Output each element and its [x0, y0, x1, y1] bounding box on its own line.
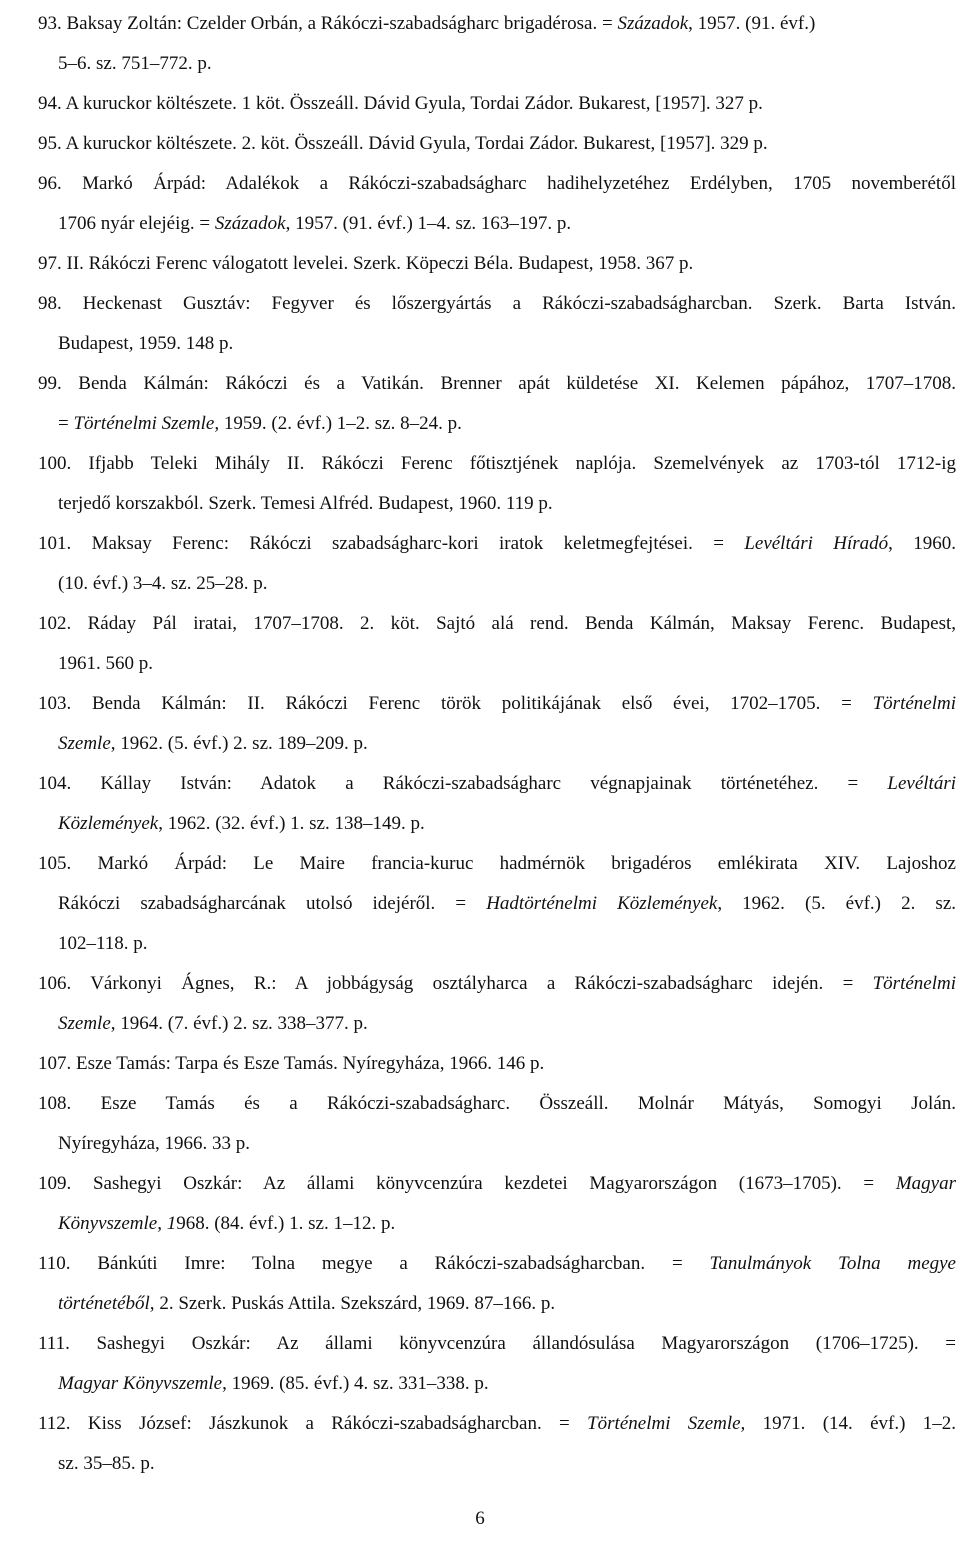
entry-text: sz. 35–85. p.: [58, 1453, 155, 1474]
entry-text: 97. II. Rákóczi Ferenc válogatott levelei. Szerk. Köpeczi Béla. Budapest, 1958. 367 p.: [38, 253, 694, 274]
entry-text: 1971. (14. évf.) 1–2.: [745, 1413, 956, 1434]
bibliography-entry: [38, 1404, 956, 1484]
entry-first-line: [38, 1324, 956, 1364]
entry-continuation-line: [38, 484, 956, 524]
entry-text: , 1964. (7. évf.) 2. sz. 338–377. p.: [110, 1013, 368, 1034]
entry-first-line: [38, 1084, 956, 1124]
entry-text: 106. Várkonyi Ágnes, R.: A jobbágyság osztályharca a Rákóczi-szabadságharc idején. =: [38, 973, 873, 994]
entry-continuation-line: [38, 804, 956, 844]
entry-text: 108. Esze Tamás és a Rákóczi-szabadságharc. Összeáll. Molnár Mátyás, Somogyi Jolán.: [38, 1093, 956, 1114]
entry-continuation-line: [38, 1364, 956, 1404]
entry-text: 104. Kállay István: Adatok a Rákóczi-szabadságharc végnapjainak történetéhez. =: [38, 773, 888, 794]
bibliography-entry: [38, 524, 956, 604]
entry-continuation-line: [38, 204, 956, 244]
italic-text: Közlemények: [58, 813, 159, 834]
bibliography-entry: [38, 244, 956, 284]
entry-text: 112. Kiss József: Jászkunok a Rákóczi-szabadságharcban. =: [38, 1413, 588, 1434]
bibliography-entry: [38, 444, 956, 524]
entry-text: , 1957. (91. évf.): [688, 13, 816, 34]
bibliography-entry: [38, 364, 956, 444]
italic-text: Szemle: [58, 733, 111, 754]
bibliography-entry: [38, 1324, 956, 1404]
entry-text: Budapest, 1959. 148 p.: [58, 333, 234, 354]
bibliography-entry: [38, 1044, 956, 1084]
bibliography-entry: [38, 124, 956, 164]
entry-text: 95. A kuruckor költészete. 2. köt. Összeáll. Dávid Gyula, Tordai Zádor. Bukarest, [1957]. 329 p.: [38, 133, 768, 154]
italic-text: Történelmi Szemle,: [73, 413, 220, 434]
entry-text: 107. Esze Tamás: Tarpa és Esze Tamás. Nyíregyháza, 1966. 146 p.: [38, 1053, 545, 1074]
entry-text: 93. Baksay Zoltán: Czelder Orbán, a Rákóczi-szabadságharc brigadérosa. =: [38, 13, 618, 34]
entry-first-line: [38, 84, 956, 124]
italic-text: Történelmi: [872, 973, 956, 994]
bibliography-entry: [38, 684, 956, 764]
entry-text: 1706 nyár elejéig. =: [58, 213, 215, 234]
entry-text: 96. Markó Árpád: Adalékok a Rákóczi-szabadságharc hadihelyzetéhez Erdélyben, 1705 novemberétől: [38, 173, 956, 194]
bibliography-entry: [38, 1084, 956, 1164]
entry-text: , 1962. (5. évf.) 2. sz.: [717, 893, 956, 914]
entry-text: 1961. 560 p.: [58, 653, 153, 674]
italic-text: Századok: [617, 13, 689, 34]
entry-continuation-line: [38, 1124, 956, 1164]
italic-text: Tanulmányok Tolna megye: [709, 1253, 956, 1274]
entry-first-line: [38, 604, 956, 644]
entry-first-line: [38, 4, 956, 44]
entry-first-line: [38, 684, 956, 724]
entry-first-line: [38, 444, 956, 484]
entry-first-line: [38, 364, 956, 404]
entry-text: terjedő korszakból. Szerk. Temesi Alfréd. Budapest, 1960. 119 p.: [58, 493, 553, 514]
entry-text: , 1969. (85. évf.) 4. sz. 331–338. p.: [222, 1373, 489, 1394]
entry-text: 94. A kuruckor költészete. 1 köt. Összeáll. Dávid Gyula, Tordai Zádor. Bukarest, [1957]. 327 p.: [38, 93, 763, 114]
italic-text: Szemle: [58, 1013, 111, 1034]
entry-continuation-line: [38, 924, 956, 964]
entry-text: 99. Benda Kálmán: Rákóczi és a Vatikán. Brenner apát küldetése XI. Kelemen pápához, 1707–1708.: [38, 373, 956, 394]
entry-text: 109. Sashegyi Oszkár: Az állami könyvcenzúra kezdetei Magyarországon (1673–1705). =: [38, 1173, 896, 1194]
entry-first-line: [38, 844, 956, 884]
entry-text: Rákóczi szabadságharcának utolsó idejéről. =: [58, 893, 487, 914]
entry-continuation-line: [38, 884, 956, 924]
entry-first-line: [38, 244, 956, 284]
entry-text: 110. Bánkúti Imre: Tolna megye a Rákóczi-szabadságharcban. =: [38, 1253, 710, 1274]
entry-text: 102. Ráday Pál iratai, 1707–1708. 2. köt. Sajtó alá rend. Benda Kálmán, Maksay Ferenc. Budapest,: [38, 613, 956, 634]
entry-continuation-line: [38, 324, 956, 364]
entry-first-line: [38, 1044, 956, 1084]
entry-first-line: [38, 124, 956, 164]
entry-continuation-line: [38, 1204, 956, 1244]
entry-text: 2. Szerk. Puskás Attila. Szekszárd, 1969. 87–166. p.: [154, 1293, 556, 1314]
bibliography-entry: [38, 1164, 956, 1244]
bibliography-entry: [38, 764, 956, 844]
entry-text: , 1960.: [888, 533, 956, 554]
entry-text: Nyíregyháza, 1966. 33 p.: [58, 1133, 251, 1154]
entry-text: 100. Ifjabb Teleki Mihály II. Rákóczi Ferenc főtisztjének naplója. Szemelvények az 1703-tól 1712-ig: [38, 453, 956, 474]
bibliography-entry: [38, 164, 956, 244]
italic-text: Levéltári: [887, 773, 956, 794]
entry-first-line: [38, 1404, 956, 1444]
entry-text: , 1957. (91. évf.) 1–4. sz. 163–197. p.: [285, 213, 572, 234]
entry-continuation-line: [38, 1444, 956, 1484]
entry-text: 98. Heckenast Gusztáv: Fegyver és lőszergyártás a Rákóczi-szabadságharcban. Szerk. Barta István.: [38, 293, 956, 314]
page-number: 6: [475, 1508, 485, 1529]
entry-first-line: [38, 1164, 956, 1204]
bibliography-entry: [38, 84, 956, 124]
entry-first-line: [38, 524, 956, 564]
entry-continuation-line: [38, 1004, 956, 1044]
entry-first-line: [38, 964, 956, 1004]
italic-text: Századok: [214, 213, 286, 234]
entry-first-line: [38, 284, 956, 324]
entry-text: 111. Sashegyi Oszkár: Az állami könyvcenzúra állandósulása Magyarországon (1706–1725). =: [38, 1333, 956, 1354]
entry-text: 968. (84. évf.) 1. sz. 1–12. p.: [176, 1213, 396, 1234]
entry-text: 101. Maksay Ferenc: Rákóczi szabadságharc-kori iratok keletmegfejtései. =: [38, 533, 745, 554]
italic-text: Levéltári Híradó: [744, 533, 889, 554]
entry-text: =: [58, 413, 74, 434]
italic-text: Történelmi Szemle,: [587, 1413, 746, 1434]
entry-first-line: [38, 164, 956, 204]
bibliography-entry: [38, 844, 956, 964]
italic-text: Hadtörténelmi Közlemények: [486, 893, 718, 914]
bibliography-entry: [38, 284, 956, 364]
bibliography-entry: [38, 1244, 956, 1324]
italic-text: Történelmi: [872, 693, 956, 714]
italic-text: Magyar: [895, 1173, 956, 1194]
entry-continuation-line: [38, 44, 956, 84]
bibliography-entry: [38, 964, 956, 1044]
entry-text: , 1962. (32. évf.) 1. sz. 138–149. p.: [158, 813, 425, 834]
entry-text: 105. Markó Árpád: Le Maire francia-kuruc hadmérnök brigadéros emlékirata XIV. Lajoshoz: [38, 853, 956, 874]
entry-text: 103. Benda Kálmán: II. Rákóczi Ferenc török politikájának első évei, 1702–1705. =: [38, 693, 873, 714]
entry-first-line: [38, 1244, 956, 1284]
italic-text: történetéből,: [58, 1293, 155, 1314]
entry-text: , 1962. (5. évf.) 2. sz. 189–209. p.: [110, 733, 368, 754]
entry-continuation-line: [38, 724, 956, 764]
entry-continuation-line: [38, 1284, 956, 1324]
entry-text: 102–118. p.: [58, 933, 148, 954]
bibliography-entry: [38, 4, 956, 84]
bibliography-entry: [38, 604, 956, 684]
entry-continuation-line: [38, 564, 956, 604]
italic-text: Magyar Könyvszemle: [58, 1373, 223, 1394]
entry-text: (10. évf.) 3–4. sz. 25–28. p.: [58, 573, 268, 594]
entry-continuation-line: [38, 644, 956, 684]
entry-continuation-line: [38, 404, 956, 444]
italic-text: Könyvszemle, 1: [58, 1213, 177, 1234]
entry-text: 1959. (2. évf.) 1–2. sz. 8–24. p.: [219, 413, 462, 434]
entry-text: 5–6. sz. 751–772. p.: [58, 53, 212, 74]
entry-first-line: [38, 764, 956, 804]
